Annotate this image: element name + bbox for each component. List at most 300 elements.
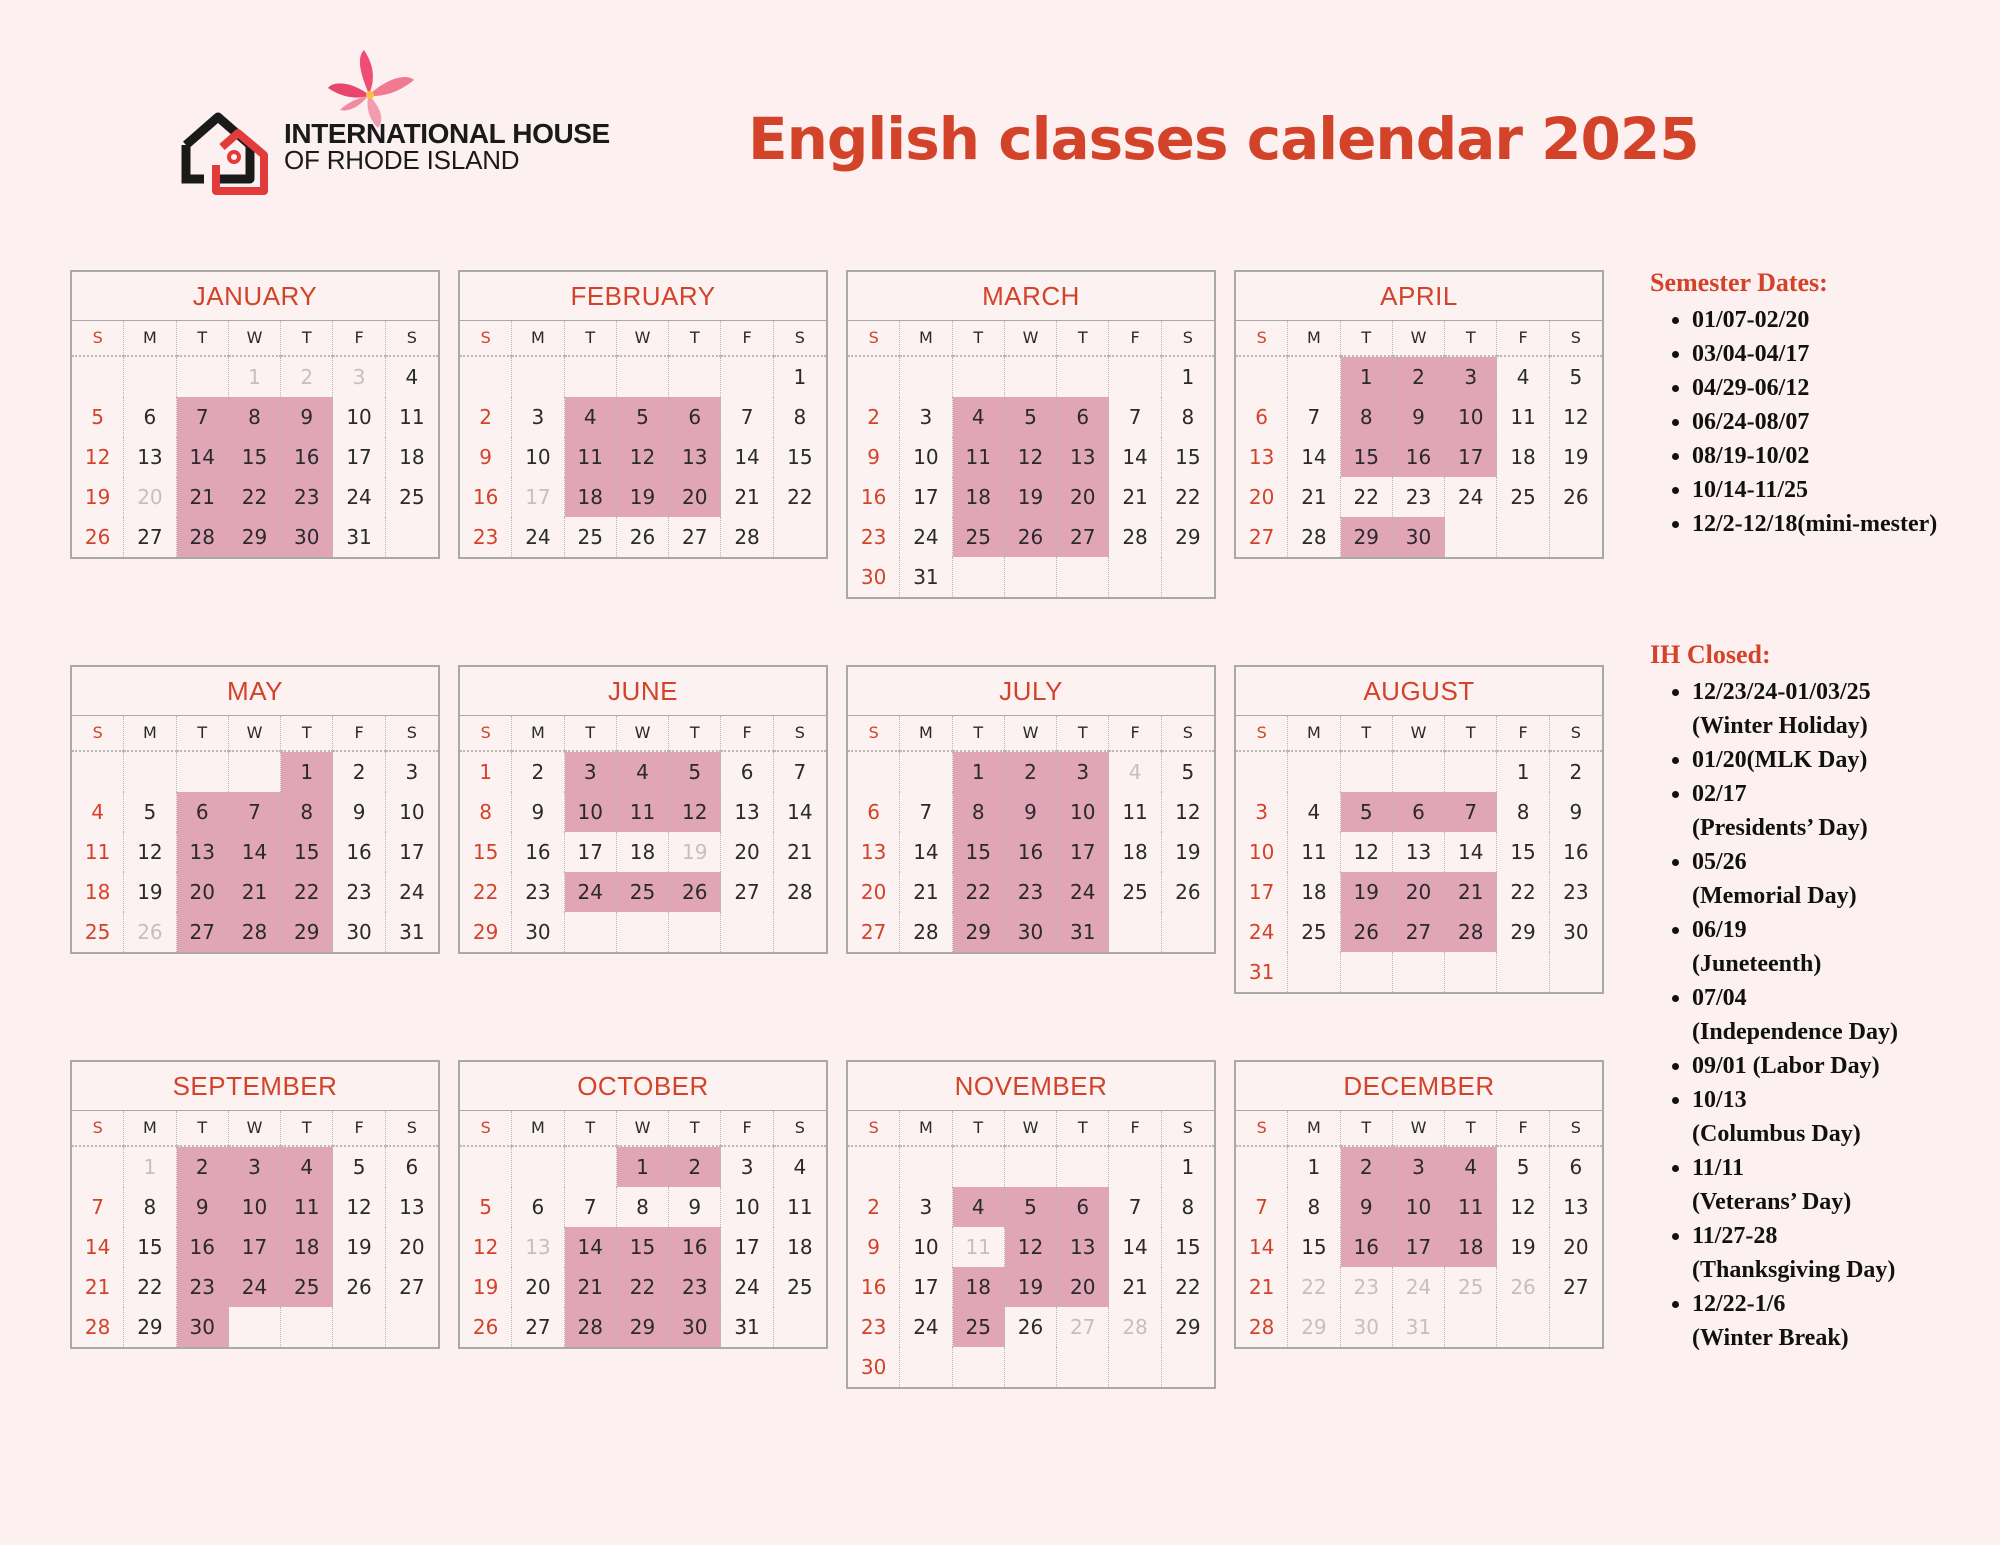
day-cell: 5 xyxy=(1341,792,1393,832)
day-cell: 25 xyxy=(565,517,617,557)
day-cell: 4 xyxy=(72,792,124,832)
day-cell: 9 xyxy=(1393,397,1445,437)
day-cell: 14 xyxy=(900,832,952,872)
day-cell: 10 xyxy=(229,1187,281,1227)
weekday-label: W xyxy=(229,716,281,752)
closed-date: 10/13 xyxy=(1692,1087,1747,1113)
day-cell: 25 xyxy=(281,1267,333,1307)
empty-cell xyxy=(124,357,176,397)
day-cell: 3 xyxy=(1236,792,1288,832)
day-cell: 18 xyxy=(953,1267,1005,1307)
day-cell: 21 xyxy=(1445,872,1497,912)
day-cell: 9 xyxy=(1341,1187,1393,1227)
day-cell: 3 xyxy=(1057,752,1109,792)
closed-date: 12/22-1/6 xyxy=(1692,1291,1786,1317)
empty-cell xyxy=(1341,752,1393,792)
day-cell: 20 xyxy=(512,1267,564,1307)
day-cell: 31 xyxy=(900,557,952,597)
day-cell: 25 xyxy=(1497,477,1549,517)
month-name: AUGUST xyxy=(1236,667,1602,716)
day-cell: 15 xyxy=(953,832,1005,872)
month-name: JUNE xyxy=(460,667,826,716)
day-cell: 6 xyxy=(1393,792,1445,832)
closed-reason: (Memorial Day) xyxy=(1692,883,1857,909)
day-cell: 19 xyxy=(333,1227,385,1267)
weekday-label: T xyxy=(1341,321,1393,357)
day-cell: 24 xyxy=(721,1267,773,1307)
closed-date: 09/01 (Labor Day) xyxy=(1692,1053,1880,1079)
weekday-label: M xyxy=(900,716,952,752)
day-cell: 6 xyxy=(405,1155,419,1179)
month-february xyxy=(458,270,828,559)
day-cell: 22 xyxy=(1175,485,1201,509)
day-cell: 20 xyxy=(669,477,721,517)
day-cell: 7 xyxy=(72,1187,124,1227)
day-cell: 29 xyxy=(229,517,281,557)
day-cell: 17 xyxy=(900,1267,952,1307)
empty-cell xyxy=(1162,1347,1214,1387)
day-cell: 1 xyxy=(1181,365,1195,389)
closed-item xyxy=(1692,1083,1898,1151)
day-cell: 12 xyxy=(1005,1227,1057,1267)
day-cell: 13 xyxy=(848,832,900,872)
day-cell: 10 xyxy=(399,800,425,824)
day-cell: 14 xyxy=(1236,1227,1288,1267)
day-cell: 16 xyxy=(281,437,333,477)
day-cell: 30 xyxy=(669,1307,721,1347)
day-cell: 2 xyxy=(460,397,512,437)
empty-cell xyxy=(460,1147,512,1187)
weekday-label: T xyxy=(669,1111,721,1147)
day-cell: 18 xyxy=(1288,872,1340,912)
closed-date: 02/17 xyxy=(1692,781,1747,807)
empty-cell xyxy=(1005,1147,1057,1187)
month-april xyxy=(1234,270,1604,559)
day-cell: 14 xyxy=(177,437,229,477)
empty-cell xyxy=(1236,357,1288,397)
day-cell: 1 xyxy=(1497,752,1549,792)
day-cell: 6 xyxy=(177,792,229,832)
day-cell: 23 xyxy=(281,477,333,517)
closed-date: 07/04 xyxy=(1692,985,1747,1011)
day-cell: 22 xyxy=(617,1267,669,1307)
day-cell: 14 xyxy=(721,437,773,477)
empty-cell xyxy=(1162,557,1214,597)
weekday-label: F xyxy=(1497,321,1549,357)
weekday-label: T xyxy=(1057,1111,1109,1147)
day-cell: 14 xyxy=(1109,437,1161,477)
day-cell: 24 xyxy=(900,1307,952,1347)
weekday-label: S xyxy=(72,716,124,752)
day-cell: 13 xyxy=(1563,1195,1589,1219)
empty-cell xyxy=(1497,1307,1549,1347)
day-cell: 20 xyxy=(1563,1235,1589,1259)
month-name: NOVEMBER xyxy=(848,1062,1214,1111)
day-cell: 8 xyxy=(953,792,1005,832)
empty-cell xyxy=(177,357,229,397)
empty-cell xyxy=(124,752,176,792)
weekday-label: S xyxy=(460,716,512,752)
closed-reason: (Presidents’ Day) xyxy=(1692,815,1868,841)
day-cell: 2 xyxy=(848,1187,900,1227)
day-cell: 21 xyxy=(177,477,229,517)
weekday-label: W xyxy=(1393,321,1445,357)
day-cell: 19 xyxy=(1005,1267,1057,1307)
weekday-label: F xyxy=(1497,716,1549,752)
day-cell: 9 xyxy=(669,1187,721,1227)
empty-cell xyxy=(565,1147,617,1187)
weekday-label: F xyxy=(721,1111,773,1147)
weekday-label: S xyxy=(1162,1111,1214,1147)
weekday-label: W xyxy=(1393,1111,1445,1147)
day-cell: 12 xyxy=(460,1227,512,1267)
empty-cell xyxy=(229,752,281,792)
day-cell: 2 xyxy=(1569,760,1583,784)
day-cell: 22 xyxy=(1341,477,1393,517)
day-cell: 5 xyxy=(617,397,669,437)
empty-cell xyxy=(848,1147,900,1187)
empty-cell xyxy=(1497,517,1549,557)
ih-closed xyxy=(1650,640,1898,1355)
day-cell: 19 xyxy=(124,872,176,912)
day-cell: 13 xyxy=(124,437,176,477)
day-cell: 28 xyxy=(1236,1307,1288,1347)
day-cell: 19 xyxy=(617,477,669,517)
day-cell: 20 xyxy=(721,832,773,872)
day-cell: 7 xyxy=(177,397,229,437)
closed-item xyxy=(1692,845,1898,913)
day-cell: 15 xyxy=(1341,437,1393,477)
closed-item xyxy=(1692,913,1898,981)
day-cell: 27 xyxy=(848,912,900,952)
weekday-label: S xyxy=(1550,1111,1602,1147)
day-cell: 21 xyxy=(787,840,813,864)
day-cell: 31 xyxy=(721,1307,773,1347)
day-cell: 8 xyxy=(281,792,333,832)
empty-cell xyxy=(1057,1347,1109,1387)
empty-cell xyxy=(900,357,952,397)
day-cell: 8 xyxy=(1497,792,1549,832)
day-cell: 11 xyxy=(281,1187,333,1227)
day-cell: 20 xyxy=(1393,872,1445,912)
logo-line2: OF RHODE ISLAND xyxy=(284,145,520,175)
day-cell: 9 xyxy=(460,437,512,477)
empty-cell xyxy=(953,1347,1005,1387)
day-cell: 24 xyxy=(1236,912,1288,952)
day-cell: 2 xyxy=(333,752,385,792)
day-cell: 10 xyxy=(512,437,564,477)
empty-cell xyxy=(1057,1147,1109,1187)
empty-cell xyxy=(512,1147,564,1187)
closed-item xyxy=(1692,743,1898,777)
weekday-label: W xyxy=(1005,716,1057,752)
page-title: English classes calendar 2025 xyxy=(748,105,1699,173)
day-cell: 3 xyxy=(721,1147,773,1187)
day-cell: 30 xyxy=(1393,517,1445,557)
day-cell: 9 xyxy=(281,397,333,437)
day-cell: 26 xyxy=(1497,1267,1549,1307)
weekday-label: S xyxy=(1162,321,1214,357)
day-cell: 19 xyxy=(1497,1227,1549,1267)
day-cell: 16 xyxy=(848,1267,900,1307)
empty-cell xyxy=(460,357,512,397)
day-cell: 18 xyxy=(399,445,425,469)
weekday-label: F xyxy=(1109,716,1161,752)
weekday-label: S xyxy=(774,1111,826,1147)
weekday-label: S xyxy=(460,321,512,357)
day-cell: 7 xyxy=(1109,397,1161,437)
day-cell: 28 xyxy=(721,517,773,557)
weekday-label: T xyxy=(281,321,333,357)
month-november xyxy=(846,1060,1216,1389)
day-cell: 11 xyxy=(565,437,617,477)
empty-cell xyxy=(900,752,952,792)
day-cell: 10 xyxy=(1445,397,1497,437)
day-cell: 30 xyxy=(177,1307,229,1347)
weekday-label: W xyxy=(229,1111,281,1147)
weekday-label: S xyxy=(386,716,438,752)
weekday-label: T xyxy=(1057,321,1109,357)
empty-cell xyxy=(1445,952,1497,992)
day-cell: 24 xyxy=(1445,477,1497,517)
empty-cell xyxy=(1109,557,1161,597)
day-cell: 10 xyxy=(900,1227,952,1267)
empty-cell xyxy=(1109,912,1161,952)
empty-cell xyxy=(1288,752,1340,792)
day-cell: 26 xyxy=(1005,517,1057,557)
day-cell: 27 xyxy=(1563,1275,1589,1299)
day-cell: 24 xyxy=(1057,872,1109,912)
day-cell: 23 xyxy=(1005,872,1057,912)
day-cell: 23 xyxy=(1393,477,1445,517)
day-cell: 8 xyxy=(793,405,807,429)
day-cell: 17 xyxy=(512,477,564,517)
weekday-label: S xyxy=(1550,321,1602,357)
day-cell: 17 xyxy=(399,840,425,864)
semester-item: • 12/2-12/18(mini-mester) xyxy=(1692,507,1937,541)
weekday-label: W xyxy=(1005,1111,1057,1147)
day-cell: 23 xyxy=(1563,880,1589,904)
day-cell: 26 xyxy=(1341,912,1393,952)
day-cell: 14 xyxy=(565,1227,617,1267)
day-cell: 7 xyxy=(1445,792,1497,832)
day-cell: 2 xyxy=(281,357,333,397)
day-cell: 12 xyxy=(1341,832,1393,872)
empty-cell xyxy=(953,357,1005,397)
day-cell: 21 xyxy=(1236,1267,1288,1307)
empty-cell xyxy=(617,357,669,397)
empty-cell xyxy=(848,357,900,397)
day-cell: 24 xyxy=(900,517,952,557)
day-cell: 26 xyxy=(124,912,176,952)
semester-item: • 01/07-02/20 xyxy=(1692,303,1937,337)
day-cell: 11 xyxy=(953,1227,1005,1267)
day-cell: 23 xyxy=(333,872,385,912)
month-may xyxy=(70,665,440,954)
weekday-label: S xyxy=(1236,716,1288,752)
day-cell: 31 xyxy=(333,517,385,557)
day-cell: 17 xyxy=(229,1227,281,1267)
day-cell: 8 xyxy=(1341,397,1393,437)
day-cell: 15 xyxy=(1497,832,1549,872)
day-cell: 4 xyxy=(793,1155,807,1179)
empty-cell xyxy=(721,357,773,397)
weekday-label: T xyxy=(953,716,1005,752)
day-cell: 20 xyxy=(124,477,176,517)
day-cell: 17 xyxy=(1236,872,1288,912)
empty-cell xyxy=(1005,557,1057,597)
day-cell: 2 xyxy=(848,397,900,437)
weekday-label: W xyxy=(229,321,281,357)
day-cell: 20 xyxy=(1057,477,1109,517)
day-cell: 7 xyxy=(565,1187,617,1227)
day-cell: 2 xyxy=(177,1147,229,1187)
empty-cell xyxy=(229,1307,281,1347)
empty-cell xyxy=(1109,1147,1161,1187)
day-cell: 1 xyxy=(460,752,512,792)
day-cell: 21 xyxy=(229,872,281,912)
day-cell: 27 xyxy=(669,517,721,557)
day-cell: 1 xyxy=(617,1147,669,1187)
weekday-label: T xyxy=(1341,716,1393,752)
month-name: SEPTEMBER xyxy=(72,1062,438,1111)
day-cell: 19 xyxy=(1341,872,1393,912)
day-cell: 5 xyxy=(460,1187,512,1227)
day-cell: 30 xyxy=(512,912,564,952)
weekday-label: W xyxy=(1393,716,1445,752)
day-cell: 9 xyxy=(333,792,385,832)
day-cell: 6 xyxy=(1569,1155,1583,1179)
day-cell: 2 xyxy=(669,1147,721,1187)
semester-item: • 03/04-04/17 xyxy=(1692,337,1937,371)
day-cell: 14 xyxy=(1288,437,1340,477)
day-cell: 18 xyxy=(565,477,617,517)
day-cell: 3 xyxy=(1393,1147,1445,1187)
semester-item: • 08/19-10/02 xyxy=(1692,439,1937,473)
day-cell: 6 xyxy=(721,752,773,792)
weekday-label: T xyxy=(177,321,229,357)
day-cell: 1 xyxy=(1181,1155,1195,1179)
month-august xyxy=(1234,665,1604,994)
empty-cell xyxy=(1341,952,1393,992)
day-cell: 6 xyxy=(1057,1187,1109,1227)
day-cell: 1 xyxy=(281,752,333,792)
day-cell: 15 xyxy=(787,445,813,469)
day-cell: 26 xyxy=(1563,485,1589,509)
day-cell: 2 xyxy=(512,752,564,792)
day-cell: 9 xyxy=(512,792,564,832)
day-cell: 10 xyxy=(333,397,385,437)
day-cell: 7 xyxy=(721,397,773,437)
weekday-label: M xyxy=(900,321,952,357)
day-cell: 16 xyxy=(1341,1227,1393,1267)
day-cell: 12 xyxy=(72,437,124,477)
day-cell: 11 xyxy=(617,792,669,832)
empty-cell xyxy=(512,357,564,397)
day-cell: 12 xyxy=(1005,437,1057,477)
closed-reason: (Winter Holiday) xyxy=(1692,713,1868,739)
day-cell: 13 xyxy=(512,1227,564,1267)
weekday-label: T xyxy=(565,1111,617,1147)
day-cell: 16 xyxy=(512,832,564,872)
day-cell: 25 xyxy=(399,485,425,509)
month-march xyxy=(846,270,1216,599)
day-cell: 13 xyxy=(669,437,721,477)
semester-list xyxy=(1650,303,1937,541)
day-cell: 25 xyxy=(1445,1267,1497,1307)
day-cell: 8 xyxy=(1288,1187,1340,1227)
semester-item: • 06/24-08/07 xyxy=(1692,405,1937,439)
day-cell: 15 xyxy=(229,437,281,477)
day-cell: 15 xyxy=(617,1227,669,1267)
day-cell: 14 xyxy=(72,1227,124,1267)
day-cell: 26 xyxy=(669,872,721,912)
day-cell: 4 xyxy=(565,397,617,437)
closed-item xyxy=(1692,1151,1898,1219)
closed-heading: IH Closed: xyxy=(1650,640,1771,669)
weekday-label: T xyxy=(953,321,1005,357)
weekday-label: F xyxy=(333,321,385,357)
day-cell: 30 xyxy=(281,517,333,557)
day-cell: 9 xyxy=(177,1187,229,1227)
month-name: FEBRUARY xyxy=(460,272,826,321)
day-cell: 17 xyxy=(1393,1227,1445,1267)
day-cell: 22 xyxy=(281,872,333,912)
closed-reason: (Veterans’ Day) xyxy=(1692,1189,1852,1215)
day-cell: 19 xyxy=(1563,445,1589,469)
closed-reason: (Independence Day) xyxy=(1692,1019,1899,1045)
day-cell: 17 xyxy=(721,1227,773,1267)
day-cell: 27 xyxy=(1236,517,1288,557)
empty-cell xyxy=(953,1147,1005,1187)
closed-list xyxy=(1650,675,1898,1355)
empty-cell xyxy=(1445,1307,1497,1347)
month-name: OCTOBER xyxy=(460,1062,826,1111)
day-cell: 5 xyxy=(1005,1187,1057,1227)
semester-item: • 10/14-11/25 xyxy=(1692,473,1937,507)
weekday-label: T xyxy=(669,321,721,357)
day-cell: 6 xyxy=(669,397,721,437)
empty-cell xyxy=(900,1347,952,1387)
empty-cell xyxy=(565,912,617,952)
day-cell: 3 xyxy=(333,357,385,397)
day-cell: 1 xyxy=(1288,1147,1340,1187)
empty-cell xyxy=(1550,952,1602,992)
weekday-label: F xyxy=(721,321,773,357)
day-cell: 13 xyxy=(1236,437,1288,477)
day-cell: 3 xyxy=(1445,357,1497,397)
day-cell: 22 xyxy=(124,1267,176,1307)
day-cell: 12 xyxy=(617,437,669,477)
empty-cell xyxy=(72,357,124,397)
day-cell: 31 xyxy=(399,920,425,944)
day-cell: 24 xyxy=(512,517,564,557)
day-cell: 4 xyxy=(617,752,669,792)
empty-cell xyxy=(1236,752,1288,792)
day-cell: 28 xyxy=(900,912,952,952)
day-cell: 18 xyxy=(1109,832,1161,872)
day-cell: 19 xyxy=(669,832,721,872)
day-cell: 10 xyxy=(721,1187,773,1227)
day-cell: 16 xyxy=(1563,840,1589,864)
empty-cell xyxy=(1445,517,1497,557)
weekday-label: S xyxy=(1236,321,1288,357)
month-january xyxy=(70,270,440,559)
day-cell: 23 xyxy=(669,1267,721,1307)
day-cell: 15 xyxy=(1175,1235,1201,1259)
weekday-label: M xyxy=(124,716,176,752)
empty-cell xyxy=(1393,752,1445,792)
